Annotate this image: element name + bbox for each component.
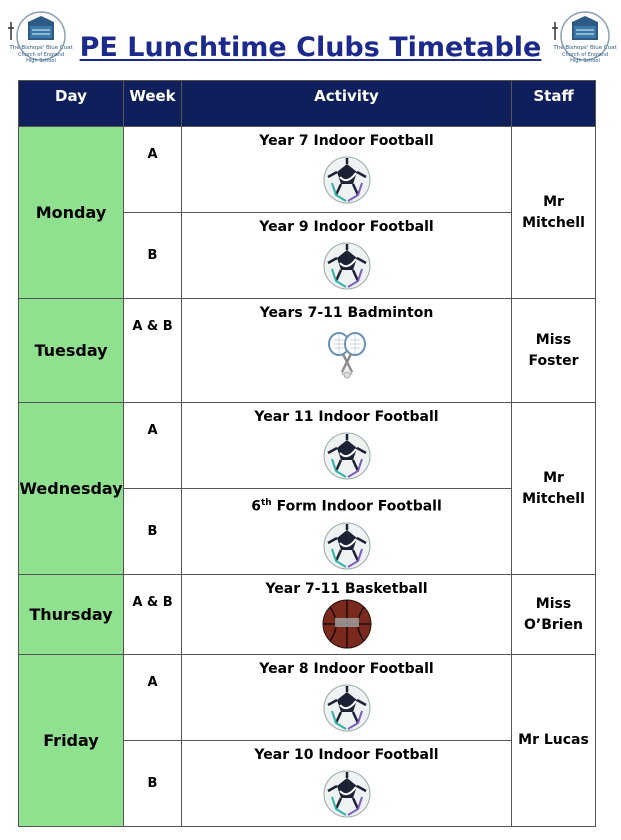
week-cell: A & B (124, 299, 182, 403)
activity-cell (182, 299, 512, 403)
football-icon (322, 431, 372, 481)
week-cell: A (124, 127, 182, 213)
activity-title (182, 495, 511, 515)
table-row (19, 655, 596, 741)
week-cell: B (124, 213, 182, 299)
logo-sub-text: High School (570, 58, 600, 64)
day-thursday: Thursday (19, 575, 124, 655)
header-day: Day (19, 81, 124, 127)
table-row (19, 299, 596, 403)
header-week: Week (124, 81, 182, 127)
football-icon (322, 683, 372, 733)
week-cell: B (124, 489, 182, 575)
table-row (19, 127, 596, 213)
page-title (0, 28, 621, 68)
timetable (18, 80, 596, 827)
football-icon (322, 769, 372, 819)
staff-cell (512, 403, 596, 575)
staff-line: Foster (528, 352, 579, 369)
activity-title: Year 7 Indoor Football (259, 133, 434, 149)
staff-line: O’Brien (523, 616, 584, 633)
activity-title: Year 10 Indoor Football (254, 747, 439, 763)
staff-line: Miss (535, 331, 572, 348)
day-tuesday: Tuesday (19, 299, 124, 403)
staff-line: Mitchell (522, 490, 585, 507)
header-staff: Staff (512, 81, 596, 127)
staff-cell (512, 127, 596, 299)
activity-title-rest: Form Indoor Football (271, 498, 442, 515)
logo-sub-text: High School (26, 58, 56, 64)
table-row (19, 403, 596, 489)
activity-title-ordinal: th (260, 498, 272, 508)
activity-cell (182, 741, 512, 827)
activity-title-number: 6 (251, 498, 261, 515)
staff-line: Miss (535, 595, 572, 612)
basketball-icon (322, 599, 372, 649)
activity-title: Year 8 Indoor Football (259, 661, 434, 677)
week-cell: A (124, 403, 182, 489)
activity-cell (182, 575, 512, 655)
activity-title: Year 7-11 Basketball (265, 581, 428, 597)
staff-cell (512, 575, 596, 655)
page-title-text: PE Lunchtime Clubs Timetable (79, 32, 542, 63)
football-icon (322, 521, 372, 571)
header-activity: Activity (182, 81, 512, 127)
activity-cell (182, 655, 512, 741)
day-monday: Monday (19, 127, 124, 299)
week-cell: A & B (124, 575, 182, 655)
week-cell: B (124, 741, 182, 827)
activity-cell (182, 127, 512, 213)
football-icon (322, 241, 372, 291)
logo-ring-text: The Bishops' Blue Coat (9, 45, 73, 51)
activity-cell (182, 489, 512, 575)
staff-line: Mitchell (522, 214, 585, 231)
activity-cell (182, 213, 512, 299)
staff-cell: Mr Lucas (512, 655, 596, 827)
staff-line: Mr (543, 469, 564, 486)
staff-cell (512, 299, 596, 403)
activity-title: Year 9 Indoor Football (259, 219, 434, 235)
header-row (19, 81, 596, 127)
activity-title: Years 7-11 Badminton (259, 305, 434, 321)
day-friday: Friday (19, 655, 124, 827)
week-cell: A (124, 655, 182, 741)
day-wednesday: Wednesday (19, 403, 124, 575)
football-icon (322, 155, 372, 205)
badminton-rackets-icon (322, 327, 372, 383)
activity-cell (182, 403, 512, 489)
logo-ring-text: The Bishops' Blue Coat (553, 45, 617, 51)
staff-line: Mr (543, 193, 564, 210)
table-row (19, 575, 596, 655)
logo-school-text: Church of England (562, 52, 608, 58)
logo-school-text: Church of England (18, 52, 64, 58)
activity-title: Year 11 Indoor Football (254, 409, 439, 425)
